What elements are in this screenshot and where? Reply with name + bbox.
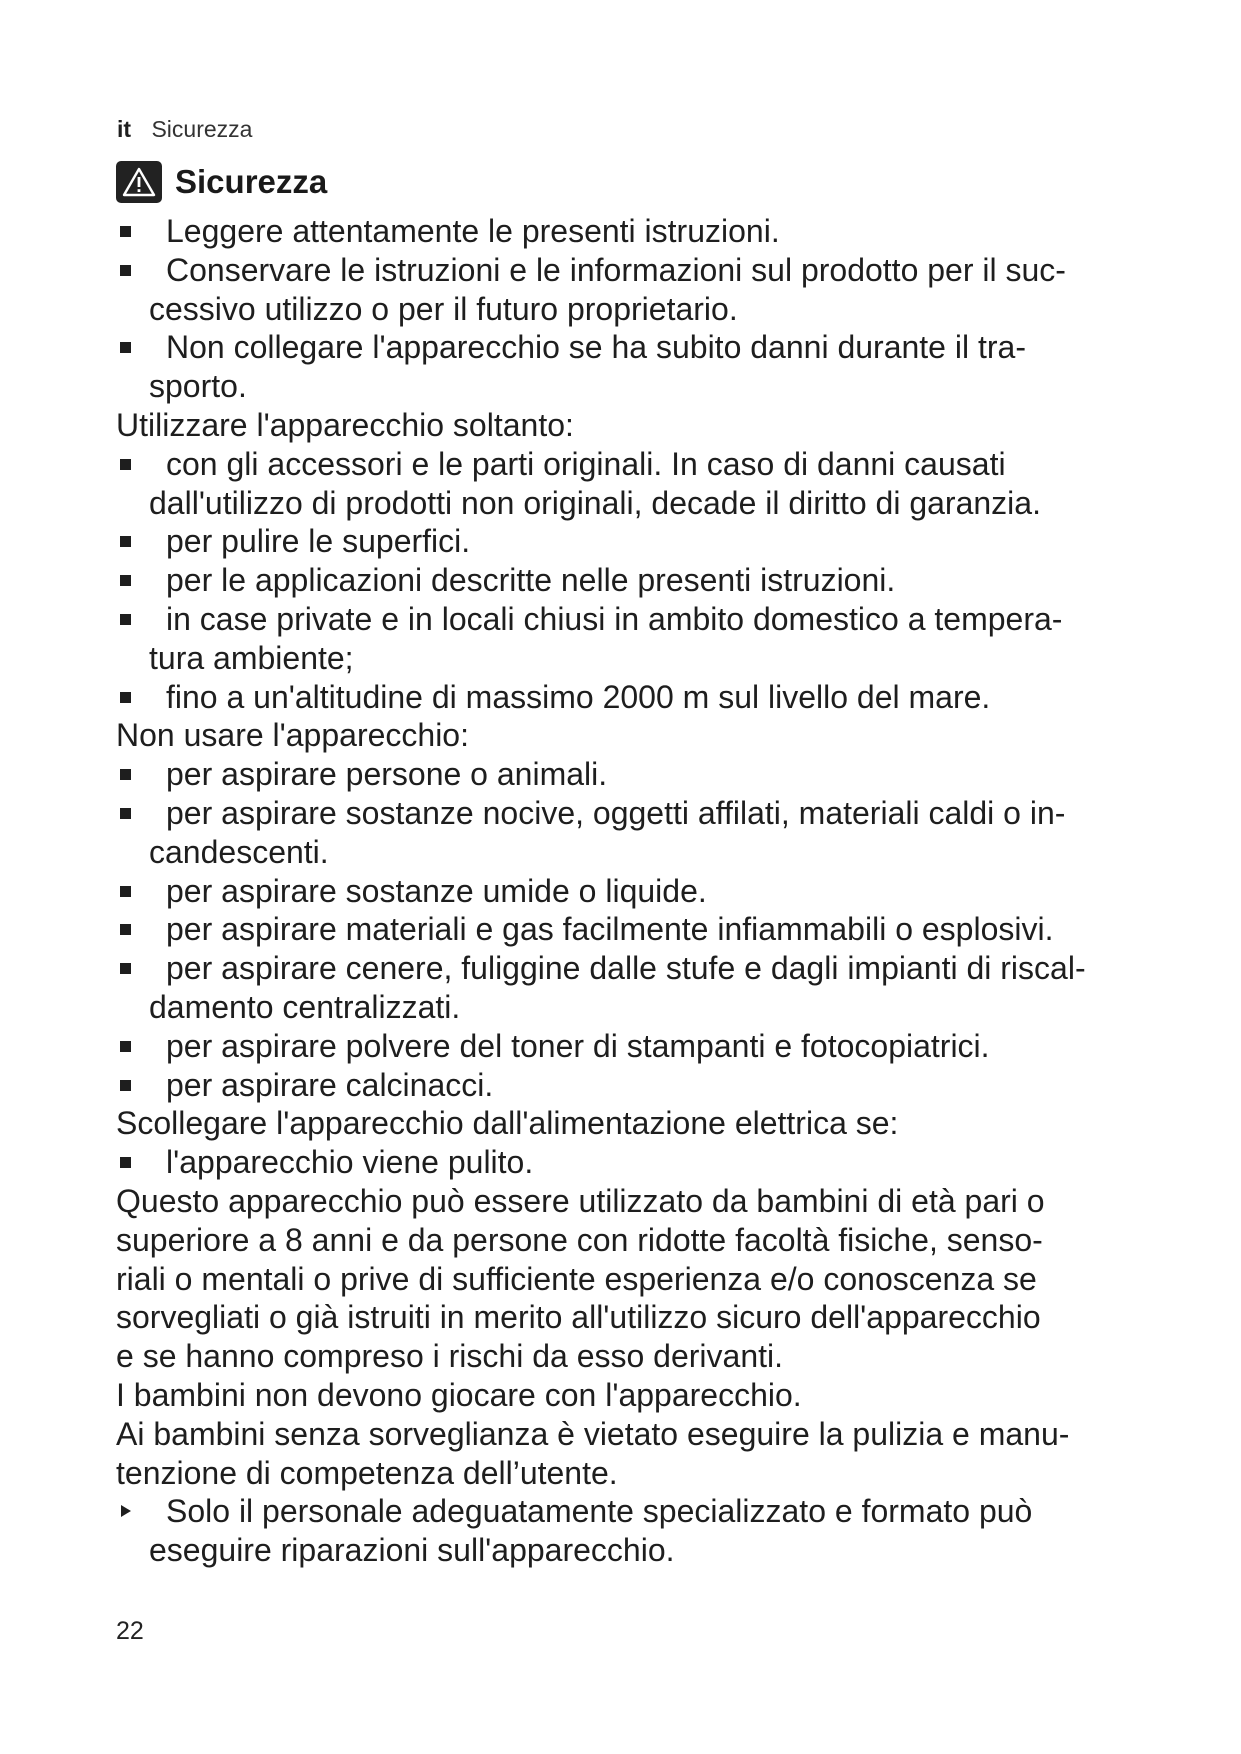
text-line: l'apparecchio viene pulito. xyxy=(166,1144,534,1181)
paragraph xyxy=(116,1376,1184,1415)
text-line: Solo il personale adeguatamente specializzato e formato può xyxy=(166,1493,1033,1530)
square-bullet-icon xyxy=(120,1080,131,1091)
paragraph xyxy=(116,716,1184,755)
text-line: tenzione di competenza dell’utente. xyxy=(116,1454,618,1491)
section-heading xyxy=(116,160,327,204)
action-step xyxy=(116,1492,1184,1570)
text-line: per pulire le superfici. xyxy=(166,523,471,560)
paragraph xyxy=(116,1182,1184,1376)
text-line: per aspirare persone o animali. xyxy=(166,756,608,793)
square-bullet-icon xyxy=(120,1041,131,1052)
text-line: candescenti. xyxy=(149,833,329,870)
square-bullet-icon xyxy=(120,886,131,897)
square-bullet-icon xyxy=(120,1157,131,1168)
text-line: riali o mentali o prive di sufficiente esperienza e/o conoscenza se xyxy=(116,1260,1037,1297)
text-line: Conservare le istruzioni e le informazioni sul prodotto per il suc- xyxy=(166,251,1066,288)
square-bullet-icon xyxy=(120,614,131,625)
text-line: per aspirare calcinacci. xyxy=(166,1066,494,1103)
text-line: fino a un'altitudine di massimo 2000 m sul livello del mare. xyxy=(166,678,991,715)
square-bullet-icon xyxy=(120,963,131,974)
square-bullet-icon xyxy=(120,924,131,935)
text-line: sorvegliati o già istruiti in merito all'utilizzo sicuro dell'apparecchio xyxy=(116,1299,1041,1336)
list-item xyxy=(116,1066,1184,1105)
text-line: tura ambiente; xyxy=(149,639,354,676)
safety-instructions xyxy=(116,212,1184,1570)
header-section-name: Sicurezza xyxy=(151,116,253,142)
list-item xyxy=(116,212,1184,251)
list-item xyxy=(116,1143,1184,1182)
paragraph xyxy=(116,1104,1184,1143)
square-bullet-icon xyxy=(120,536,131,547)
square-bullet-icon xyxy=(120,265,131,276)
text-line: per aspirare materiali e gas facilmente infiammabili o esplosivi. xyxy=(166,911,1054,948)
text-line: Questo apparecchio può essere utilizzato da bambini di età pari o xyxy=(116,1182,1045,1219)
text-line: per aspirare polvere del toner di stampanti e fotocopiatrici. xyxy=(166,1027,990,1064)
list-item xyxy=(116,910,1184,949)
text-line: Utilizzare l'apparecchio soltanto: xyxy=(116,406,574,443)
page-number: 22 xyxy=(116,1617,144,1645)
text-line: sporto. xyxy=(149,368,247,405)
text-line: dall'utilizzo di prodotti non originali, decade il diritto di garanzia. xyxy=(149,484,1041,521)
square-bullet-icon xyxy=(120,808,131,819)
text-line: con gli accessori e le parti originali. In caso di danni causati xyxy=(166,445,1006,482)
square-bullet-icon xyxy=(120,226,131,237)
text-line: Non usare l'apparecchio: xyxy=(116,717,469,754)
text-line: Leggere attentamente le presenti istruzioni. xyxy=(166,213,780,249)
list-item xyxy=(116,561,1184,600)
language-code: it xyxy=(117,116,132,142)
list-item xyxy=(116,872,1184,911)
list-item xyxy=(116,1027,1184,1066)
list-item xyxy=(116,251,1184,329)
list-item xyxy=(116,445,1184,523)
text-line: damento centralizzati. xyxy=(149,988,461,1025)
list-item xyxy=(116,600,1184,678)
list-item xyxy=(116,522,1184,561)
text-line: per aspirare cenere, fuliggine dalle stufe e dagli impianti di riscal- xyxy=(166,950,1086,987)
text-line: in case private e in locali chiusi in ambito domestico a tempera- xyxy=(166,600,1063,637)
text-line: Non collegare l'apparecchio se ha subito danni durante il tra- xyxy=(166,329,1026,366)
triangle-arrow-icon xyxy=(121,1505,131,1517)
square-bullet-icon xyxy=(120,342,131,353)
running-header xyxy=(117,114,252,144)
list-item xyxy=(116,949,1184,1027)
text-line: I bambini non devono giocare con l'apparecchio. xyxy=(116,1376,802,1413)
square-bullet-icon xyxy=(120,459,131,470)
paragraph xyxy=(116,1415,1184,1493)
warning-triangle-icon xyxy=(116,161,162,203)
square-bullet-icon xyxy=(120,769,131,780)
square-bullet-icon xyxy=(120,692,131,703)
text-line: e se hanno compreso i rischi da esso derivanti. xyxy=(116,1338,784,1375)
text-line: Ai bambini senza sorveglianza è vietato eseguire la pulizia e manu- xyxy=(116,1415,1070,1452)
paragraph xyxy=(116,406,1184,445)
text-line: per le applicazioni descritte nelle presenti istruzioni. xyxy=(166,562,896,599)
text-line: per aspirare sostanze nocive, oggetti affilati, materiali caldi o in- xyxy=(166,794,1066,831)
text-line: Scollegare l'apparecchio dall'alimentazione elettrica se: xyxy=(116,1105,899,1142)
list-item xyxy=(116,794,1184,872)
list-item xyxy=(116,328,1184,406)
text-line: eseguire riparazioni sull'apparecchio. xyxy=(149,1532,675,1569)
text-line: superiore a 8 anni e da persone con ridotte facoltà fisiche, senso- xyxy=(116,1221,1043,1258)
page-title: Sicurezza xyxy=(175,163,328,200)
list-item xyxy=(116,755,1184,794)
list-item xyxy=(116,678,1184,717)
text-line: per aspirare sostanze umide o liquide. xyxy=(166,872,707,909)
text-line: cessivo utilizzo o per il futuro proprietario. xyxy=(149,290,738,327)
square-bullet-icon xyxy=(120,575,131,586)
